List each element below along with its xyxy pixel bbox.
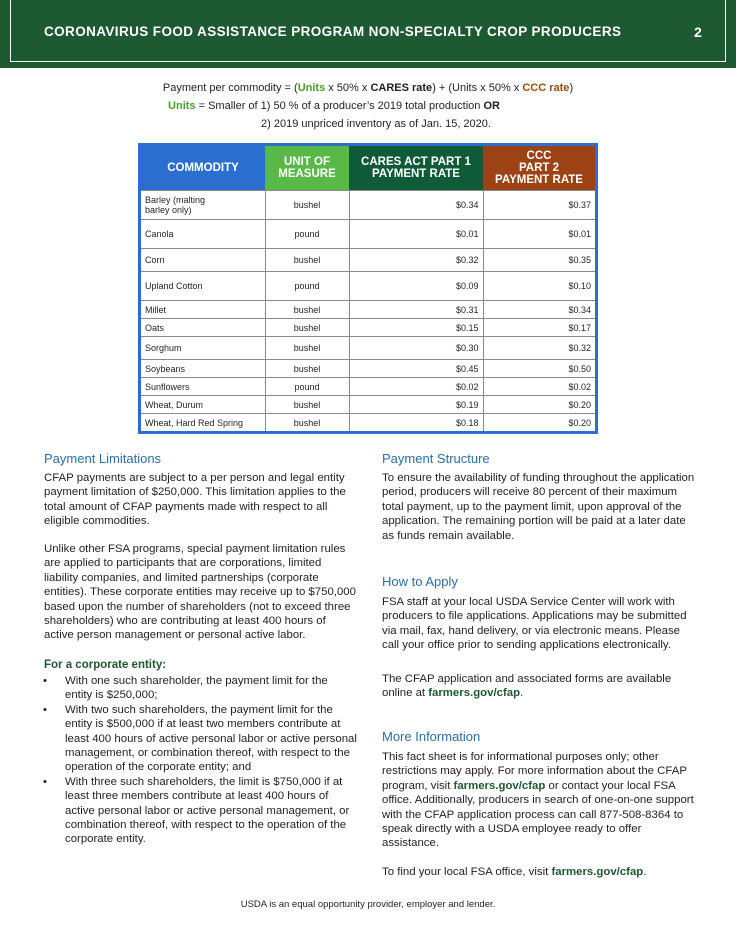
payment-structure-heading: Payment Structure xyxy=(382,451,490,466)
bullet: • xyxy=(43,675,47,687)
unit-cell: bushel xyxy=(265,191,349,220)
cfap-link[interactable]: farmers.gov/cfap xyxy=(453,779,546,792)
commodity-cell: Canola xyxy=(140,220,266,249)
cares-rate-cell: $0.19 xyxy=(349,396,483,414)
commodity-cell: Upland Cotton xyxy=(140,272,266,301)
table-row xyxy=(140,378,597,396)
table-row xyxy=(140,396,597,414)
unit-cell: pound xyxy=(265,272,349,301)
commodity-cell: Barley (malting barley only) xyxy=(140,191,266,220)
table-row xyxy=(140,301,597,319)
cares-rate-cell: $0.31 xyxy=(349,301,483,319)
unit-cell: bushel xyxy=(265,414,349,433)
commodity-cell: Corn xyxy=(140,249,266,272)
how-to-apply-paragraph-1: FSA staff at your local USDA Service Center will work with producers to file applications. Applications may be submitted via mail, fax, hand delivery, or via electronic means. Please call your office prior to sending applications electronically. xyxy=(382,596,687,652)
table-row xyxy=(140,220,597,249)
col-commodity: COMMODITY xyxy=(140,145,266,191)
ccc-rate-cell: $0.32 xyxy=(483,337,597,360)
table-row xyxy=(140,272,597,301)
payment-limitations-paragraph-1: CFAP payments are subject to a per person and legal entity payment limitation of $250,000. This limitation applies to the total amount of CFAP payments made with respect to all eligible commodities. xyxy=(44,472,346,528)
cares-rate-cell: $0.01 xyxy=(349,220,483,249)
table-row xyxy=(140,191,597,220)
col-cares-rate: CARES ACT PART 1 PAYMENT RATE xyxy=(349,145,483,191)
ccc-rate-cell: $0.20 xyxy=(483,414,597,433)
payment-limitations-paragraph-2: Unlike other FSA programs, special payment limitation rules are applied to participants that are corporations, limited liability companies, and limited partnerships (corporate entities). These corporate entities may receive up to $750,000 based upon the number of shareholders (not to exceed three shareholders) who are contributing at least 400 hours of active person management or personal active labor. xyxy=(44,543,356,642)
unit-cell: pound xyxy=(265,378,349,396)
table-row xyxy=(140,337,597,360)
payment-structure-paragraph: To ensure the availability of funding throughout the application period, producers will receive 80 percent of their maximum total payment, up to the payment limit, upon approval of the application. The remaining portion will be paid at a later date as funds remain available. xyxy=(382,472,695,542)
more-information-paragraph-2: To find your local FSA office, visit farmers.gov/cfap. xyxy=(382,866,647,878)
ccc-rate-cell: $0.34 xyxy=(483,301,597,319)
cares-rate-cell: $0.09 xyxy=(349,272,483,301)
commodity-cell: Sunflowers xyxy=(140,378,266,396)
payment-formula: Payment per commodity = (Units x 50% x CARES rate) + (Units x 50% x CCC rate) xyxy=(162,82,574,94)
ccc-rate-cell: $0.35 xyxy=(483,249,597,272)
commodity-cell: Wheat, Hard Red Spring xyxy=(140,414,266,433)
cares-rate-cell: $0.34 xyxy=(349,191,483,220)
list-item: • With one such shareholder, the payment limit for the entity is $250,000; xyxy=(43,675,328,702)
ccc-rate-cell: $0.50 xyxy=(483,360,597,378)
unit-cell: bushel xyxy=(265,396,349,414)
cfap-link[interactable]: farmers.gov/cfap xyxy=(428,687,521,700)
table-row xyxy=(140,360,597,378)
ccc-rate-cell: $0.01 xyxy=(483,220,597,249)
commodity-cell: Oats xyxy=(140,319,266,337)
unit-cell: bushel xyxy=(265,319,349,337)
more-information-heading: More Information xyxy=(382,729,481,744)
cfap-link[interactable]: farmers.gov/cfap xyxy=(551,866,644,878)
commodity-cell: Soybeans xyxy=(140,360,266,378)
list-item: • With three such shareholders, the limit is $750,000 if at least three members contribute at least 400 hours of active personal labor or active personal management, or combination thereof, with respect to the operation of the corporate entity. xyxy=(43,775,350,846)
col-ccc-rate: CCC PART 2 PAYMENT RATE xyxy=(483,145,597,191)
ccc-rate-cell: $0.10 xyxy=(483,272,597,301)
ccc-rate-cell: $0.37 xyxy=(483,191,597,220)
corporate-entity-heading: For a corporate entity: xyxy=(44,659,167,671)
list-item: • With two such shareholders, the payment limit for the entity is $500,000 if at least two members contribute at least 400 hours of active personal labor or active personal management, or combination thereof, with respect to the operation of the corporate entity; and xyxy=(43,703,357,774)
commodity-cell: Wheat, Durum xyxy=(140,396,266,414)
document-title: CORONAVIRUS FOOD ASSISTANCE PROGRAM NON-SPECIALTY CROP PRODUCERS xyxy=(44,24,622,39)
more-information-paragraph-1: This fact sheet is for informational purposes only; other restrictions may apply. For more information about the CFAP program, visit farmers.gov/cfap or contact your local FSA office. Additionally, producers in search of one-on-one support with the CFAP application process can call 877-508-8364 to speak directly with a USDA employee ready to offer assistance. xyxy=(382,751,694,850)
bullet: • xyxy=(43,775,47,788)
how-to-apply-paragraph-2: The CFAP application and associated forms are available online at farmers.gov/cfap. xyxy=(382,673,672,700)
unit-cell: bushel xyxy=(265,301,349,319)
corporate-entity-list xyxy=(43,674,357,847)
table-row xyxy=(140,249,597,272)
bullet: • xyxy=(43,703,47,716)
commodity-cell: Millet xyxy=(140,301,266,319)
payment-limitations-heading: Payment Limitations xyxy=(44,451,162,466)
cares-rate-cell: $0.15 xyxy=(349,319,483,337)
ccc-rate-cell: $0.20 xyxy=(483,396,597,414)
header-banner xyxy=(0,0,736,68)
col-unit: UNIT OF MEASURE xyxy=(265,145,349,191)
cares-rate-cell: $0.45 xyxy=(349,360,483,378)
cares-rate-cell: $0.18 xyxy=(349,414,483,433)
table-row xyxy=(140,319,597,337)
payment-rate-table xyxy=(138,143,598,434)
unit-cell: bushel xyxy=(265,249,349,272)
unit-cell: pound xyxy=(265,220,349,249)
ccc-rate-cell: $0.17 xyxy=(483,319,597,337)
unit-cell: bushel xyxy=(265,360,349,378)
units-definition-2: 2) 2019 unpriced inventory as of Jan. 15, 2020. xyxy=(261,118,491,130)
cares-rate-cell: $0.02 xyxy=(349,378,483,396)
ccc-rate-cell: $0.02 xyxy=(483,378,597,396)
footer-statement: USDA is an equal opportunity provider, employer and lender. xyxy=(240,899,496,910)
page-number: 2 xyxy=(694,24,702,40)
table-row xyxy=(140,414,597,433)
units-definition: Units = Smaller of 1) 50 % of a producer’s 2019 total production OR xyxy=(168,100,500,112)
cares-rate-cell: $0.32 xyxy=(349,249,483,272)
how-to-apply-heading: How to Apply xyxy=(382,574,458,589)
commodity-cell: Sorghum xyxy=(140,337,266,360)
cares-rate-cell: $0.30 xyxy=(349,337,483,360)
unit-cell: bushel xyxy=(265,337,349,360)
